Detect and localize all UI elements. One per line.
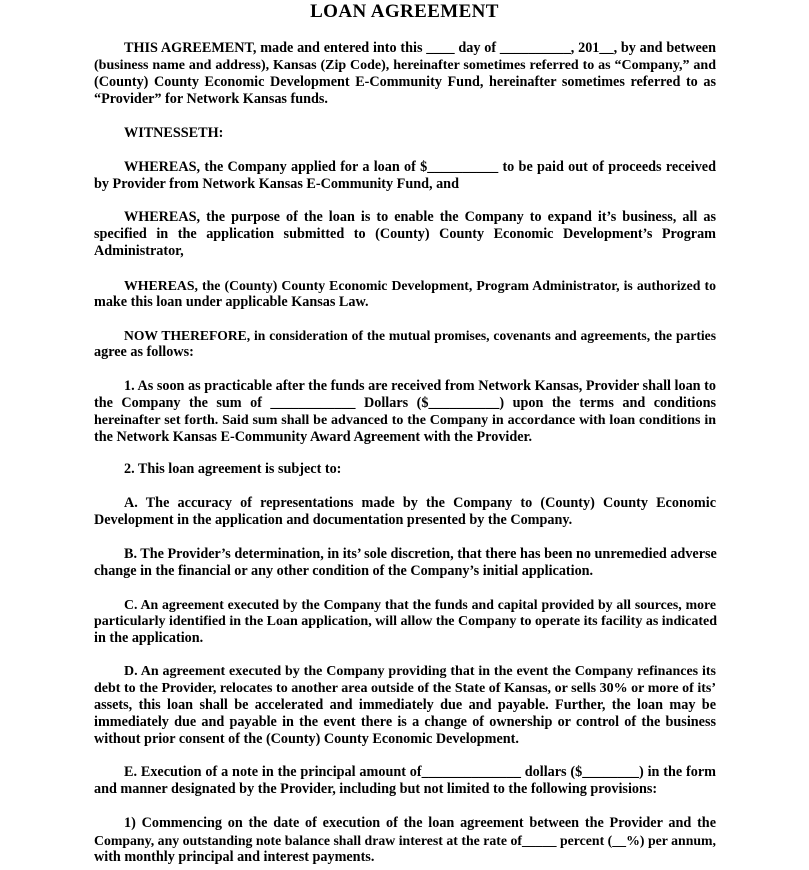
- text-line: debt to the Provider, relocates to another area outside of the State of Kansas, or sells 30% or more of its’: [94, 681, 716, 696]
- text-line: hereinafter set forth. Said sum shall be advanced to the Company in accordance with loan conditions in: [94, 413, 716, 428]
- text-line: (business name and address), Kansas (Zip Code), hereinafter sometimes referred to as “Company,” and: [94, 58, 716, 73]
- clause-2c-paragraph: [94, 596, 716, 647]
- text-line: without prior consent of the (County) County Economic Development.: [94, 731, 519, 747]
- text-line: and manner designated by the Provider, including but not limited to the following provisions:: [94, 781, 658, 797]
- document-title: LOAN AGREEMENT: [310, 1, 499, 22]
- text-line: make this loan under applicable Kansas Law.: [94, 294, 369, 310]
- text-line: WITNESSETH:: [124, 125, 224, 141]
- text-line: in the application.: [94, 630, 204, 646]
- text-line: immediately due and payable in the event there is a change of ownership or control of the business: [94, 714, 716, 730]
- text-line: WHEREAS, the Company applied for a loan of $__________ to be paid out of proceeds received: [124, 159, 716, 175]
- text-line: NOW THEREFORE, in consideration of the mutual promises, covenants and agreements, the parties: [124, 328, 716, 343]
- now-therefore-paragraph: [94, 327, 716, 361]
- clause-1-paragraph: [94, 378, 716, 446]
- text-line: D. An agreement executed by the Company providing that in the event the Company refinances its: [124, 664, 716, 679]
- text-line: assets, this loan shall be accelerated and immediately due and payable. Further, the loan may be: [94, 697, 716, 713]
- witnesseth-heading: [94, 125, 716, 142]
- text-line: 1. As soon as practicable after the funds are received from Network Kansas, Provider shall loan to: [124, 378, 716, 394]
- clause-2d-paragraph: [94, 663, 716, 748]
- text-line: E. Execution of a note in the principal amount of______________ dollars ($________) in the form: [124, 764, 716, 780]
- text-line: particularly identified in the Loan application, will allow the Company to operate its facility as indicated: [94, 614, 717, 629]
- text-line: 2. This loan agreement is subject to:: [124, 461, 342, 477]
- text-line: the Network Kansas E-Community Award Agreement with the Provider.: [94, 429, 533, 445]
- text-line: change in the financial or any other condition of the Company’s initial application.: [94, 563, 594, 579]
- text-line: (County) County Economic Development E-Community Fund, hereinafter sometimes referred to as: [94, 74, 716, 90]
- text-line: Development in the application and documentation presented by the Company.: [94, 512, 573, 528]
- text-line: C. An agreement executed by the Company that the funds and capital provided by all sources, more: [124, 597, 716, 612]
- clause-2-paragraph: [94, 461, 716, 478]
- text-line: Company, any outstanding note balance shall draw interest at the rate of_____ percent (__%) per annum,: [94, 833, 716, 848]
- whereas-paragraph-1: [94, 159, 716, 193]
- whereas-paragraph-3: [94, 277, 716, 311]
- text-line: the Company the sum of ____________ Dollars ($__________) upon the terms and conditions: [94, 395, 716, 411]
- text-line: WHEREAS, the (County) County Economic Development, Program Administrator, is authorized to: [124, 278, 716, 293]
- clause-2b-paragraph: [94, 546, 716, 580]
- intro-paragraph: [94, 40, 716, 108]
- clause-2e-paragraph: [94, 764, 716, 798]
- whereas-paragraph-2: [94, 209, 716, 260]
- text-line: by Provider from Network Kansas E-Community Fund, and: [94, 176, 459, 192]
- clause-2e-1-paragraph: [94, 815, 716, 866]
- text-line: agree as follows:: [94, 344, 194, 360]
- clause-2a-paragraph: [94, 495, 716, 529]
- text-line: “Provider” for Network Kansas funds.: [94, 91, 328, 107]
- text-line: A. The accuracy of representations made by the Company to (County) County Economic: [124, 495, 716, 511]
- text-line: with monthly principal and interest payments.: [94, 849, 375, 865]
- text-line: specified in the application submitted to (County) County Economic Development’s Program: [94, 226, 716, 242]
- text-line: 1) Commencing on the date of execution of the loan agreement between the Provider and the: [124, 815, 716, 831]
- text-line: WHEREAS, the purpose of the loan is to enable the Company to expand it’s business, all as: [124, 209, 716, 225]
- text-line: THIS AGREEMENT, made and entered into this ____ day of __________, 201__, by and between: [124, 40, 716, 56]
- text-line: B. The Provider’s determination, in its’ sole discretion, that there has been no unremedied adverse: [124, 546, 717, 562]
- text-line: Administrator,: [94, 243, 184, 259]
